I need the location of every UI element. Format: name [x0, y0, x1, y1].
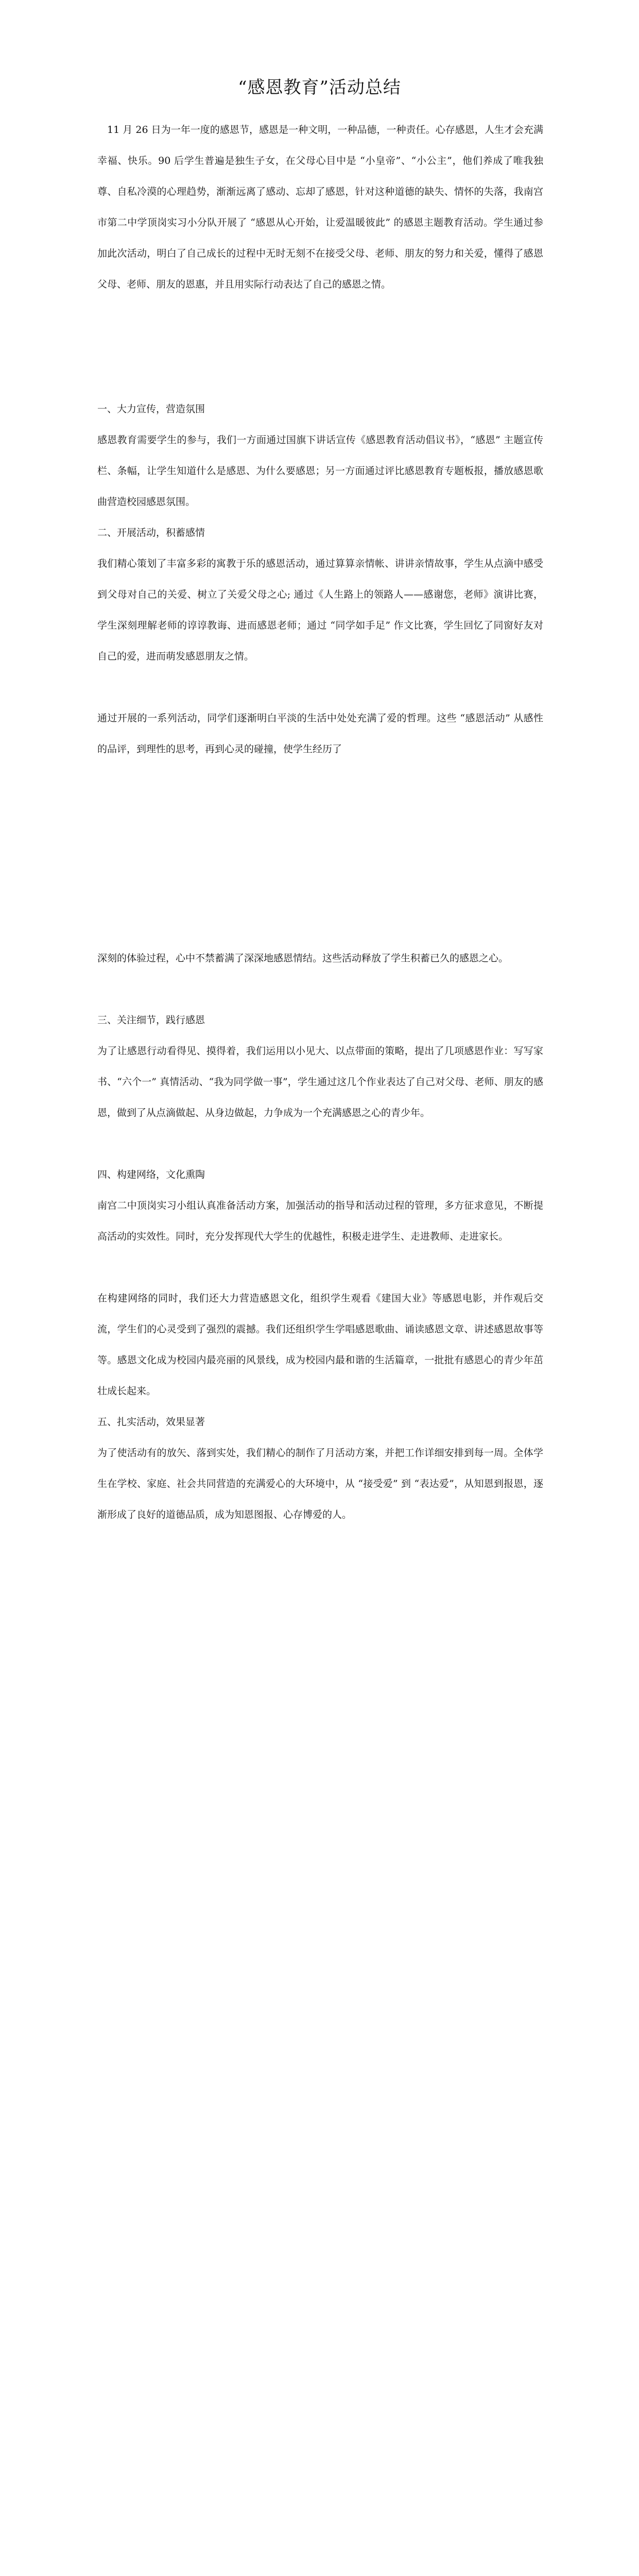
document-title: “感恩教育”活动总结 — [238, 77, 401, 98]
section-4-paragraph-2: 在构建网络的同时，我们还大力营造感恩文化，组织学生观看《建国大业》等感恩电影，并作观后交流，学生们的心灵受到了强烈的震撼。我们还组织学生学唱感恩歌曲、诵读感恩文章、讲述感恩故事等等。感恩文化成为校园内最亮丽的风景线，成为校园内最和谐的生活篇章，一批批有感恩心的青少年茁壮成长起来。 — [97, 1293, 543, 1397]
section-2-heading: 二、开展活动，积蓄感情 — [97, 527, 205, 538]
section-2-paragraph-2-part-2: 深刻的体验过程，心中不禁蓄满了深深地感恩情结。这些活动释放了学生积蓄已久的感恩之心。 — [97, 953, 509, 964]
section-1-heading: 一、大力宣传，营造氛围 — [97, 403, 205, 415]
section-4-heading: 四、构建网络，文化熏陶 — [97, 1169, 205, 1180]
section-2-paragraph: 我们精心策划了丰富多彩的寓教于乐的感恩活动，通过算算亲情帐、讲讲亲情故事，学生从点滴中感受到父母对自己的关爱、树立了关爱父母之心; 通过《人生路上的领路人——感谢您，老师》演讲比赛，学生深刻理解老师的谆谆教诲、进而感恩老师；通过 “同学如手足” 作文比赛，学生回忆了同窗好友对自己的爱，进而萌发感恩朋友之情。 — [97, 558, 543, 662]
section-2-paragraph-2-part-1: 通过开展的一系列活动，同学们逐渐明白平淡的生活中处处充满了爱的哲理。这些 “感恩活动” 从感性的品评，到理性的思考，再到心灵的碰撞，使学生经历了 — [97, 713, 543, 755]
section-3-heading: 三、关注细节，践行感恩 — [97, 1014, 205, 1026]
intro-paragraph: 11 月 26 日为一年一度的感恩节，感恩是一种文明，一种品德，一种责任。心存感恩，人生才会充满幸福、快乐。90 后学生普遍是独生子女，在父母心目中是 “小皇帝”、“小公主”，他们养成了唯我独尊、自私冷漠的心理趋势，渐渐远离了感动、忘却了感恩，针对这种道德的缺失、情怀的失落，我南宫市第二中学顶岗实习小分队开展了 “感恩从心开始，让爱温暖彼此” 的感恩主题教育活动。学生通过参加此次活动，明白了自己成长的过程中无时无刻不在接受父母、老师、朋友的努力和关爱，懂得了感恩父母、老师、朋友的恩惠，并且用实际行动表达了自己的感恩之情。 — [97, 124, 543, 290]
section-1-paragraph: 感恩教育需要学生的参与，我们一方面通过国旗下讲话宣传《感恩教育活动倡议书》，“感恩” 主题宣传栏、条幅，让学生知道什么是感恩、为什么要感恩；另一方面通过评比感恩教育专题板报，播放感恩歌曲营造校园感恩氛围。 — [97, 434, 543, 507]
section-5-heading: 五、扎实活动，效果显著 — [97, 1416, 205, 1428]
section-3-paragraph: 为了让感恩行动看得见、摸得着，我们运用以小见大、以点带面的策略，提出了几项感恩作业：写写家书、“六个一” 真情活动、“我为同学做一事”，学生通过这几个作业表达了自己对父母、老师、朋友的感恩，做到了从点滴做起、从身边做起，力争成为一个充满感恩之心的青少年。 — [97, 1045, 543, 1118]
section-5-paragraph: 为了使活动有的放矢、落到实处，我们精心的制作了月活动方案，并把工作详细安排到每一周。全体学生在学校、家庭、社会共同营造的充满爱心的大环境中，从 “接受爱” 到 “表达爱”，从知恩到报恩，逐渐形成了良好的道德品质，成为知恩图报、心存博爱的人。 — [97, 1447, 543, 1520]
section-4-paragraph-1: 南宫二中顶岗实习小组认真准备活动方案，加强活动的指导和活动过程的管理，多方征求意见，不断提高活动的实效性。同时，充分发挥现代大学生的优越性，积极走进学生、走进教师、走进家长。 — [97, 1200, 543, 1242]
